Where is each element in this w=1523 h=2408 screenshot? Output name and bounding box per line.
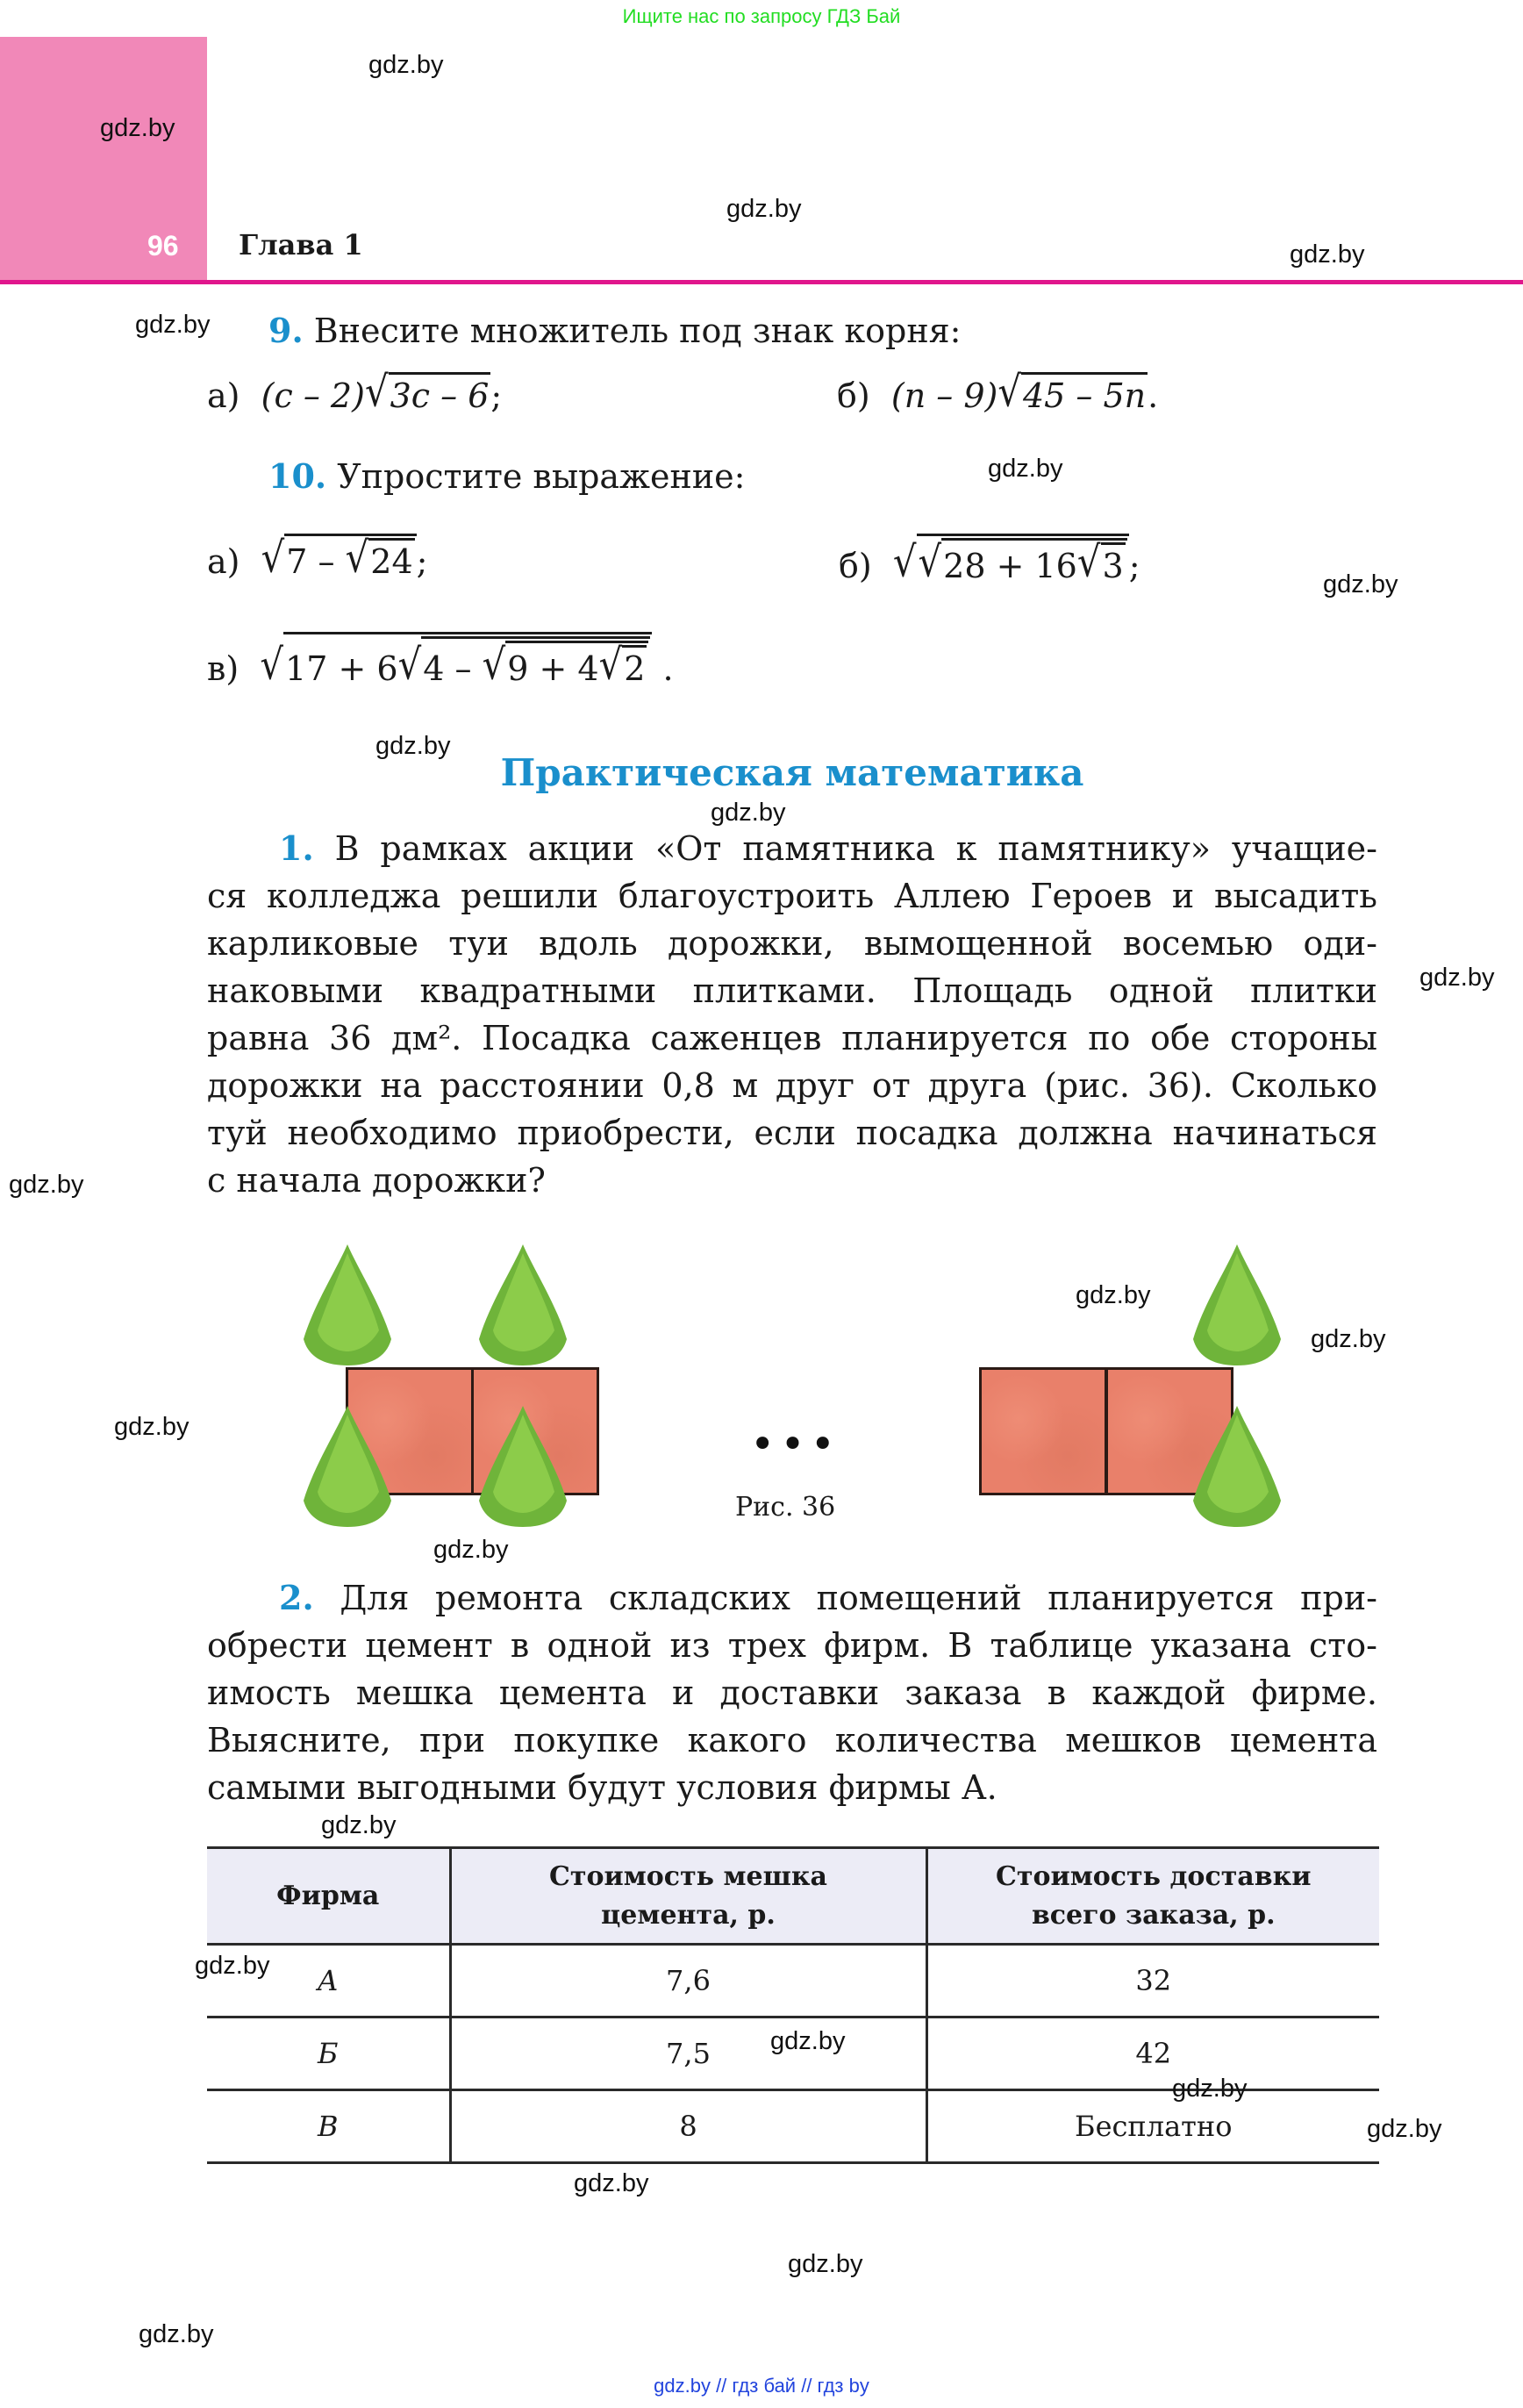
radicand: 3 xyxy=(1101,542,1126,587)
watermark: gdz.by xyxy=(375,732,451,760)
paragraph-line: равна 36 дм². Посадка саженцев планируется по обе стороны xyxy=(207,1019,1377,1057)
section-title: Практическая математика xyxy=(500,751,1084,794)
watermark: gdz.by xyxy=(1323,570,1398,598)
paragraph-line: туй необходимо приобрести, если посадка должна начинаться xyxy=(207,1114,1377,1152)
table-row xyxy=(207,1945,1379,2017)
radicand: 17 + 6 xyxy=(285,649,398,688)
chapter-title: Глава 1 xyxy=(239,228,363,262)
item-label: б) xyxy=(839,547,872,585)
watermark: gdz.by xyxy=(988,455,1063,483)
math-suffix: . xyxy=(662,649,674,688)
table-header-row xyxy=(207,1848,1379,1945)
math-prefix: (n – 9) xyxy=(890,376,998,415)
column-header-delivery xyxy=(926,1848,1379,1945)
header-text: всего заказа, р. xyxy=(1031,1899,1276,1931)
watermark: gdz.by xyxy=(1311,1325,1386,1353)
math-suffix: . xyxy=(1148,376,1159,415)
radical: √28 + 16√3 xyxy=(919,538,1127,587)
radicand: 28 + 16 xyxy=(943,547,1077,585)
task-10a xyxy=(207,534,427,583)
cell-delivery: 32 xyxy=(926,1945,1379,2017)
watermark: gdz.by xyxy=(433,1536,509,1564)
math-suffix: ; xyxy=(416,542,428,581)
math-suffix: ; xyxy=(490,376,503,415)
cell-delivery: Бесплатно xyxy=(926,2090,1379,2163)
task-10-heading xyxy=(268,456,745,498)
practice-task-2 xyxy=(207,1574,1377,1811)
watermark: gdz.by xyxy=(1172,2075,1248,2103)
task-number: 10. xyxy=(268,456,327,496)
thuja-tree-icon xyxy=(1184,1243,1290,1365)
watermark: gdz.by xyxy=(1419,964,1495,992)
watermark: gdz.by xyxy=(139,2320,214,2348)
radicand: 4 – xyxy=(423,649,472,688)
paragraph-line xyxy=(207,1574,1377,1622)
radicand: 3c – 6 xyxy=(390,376,490,415)
watermark: gdz.by xyxy=(1367,2115,1442,2143)
radicand: 7 – xyxy=(286,542,335,581)
radical: √45 – 5n xyxy=(997,366,1147,416)
line-text: В рамках акции «От памятника к памятнику» учащие- xyxy=(334,829,1377,868)
radical: √24 xyxy=(345,532,413,582)
cell-bag-price: 7,6 xyxy=(450,1945,926,2017)
paragraph-line: самыми выгодными будут условия фирмы А. xyxy=(207,1768,997,1807)
paragraph-line: наковыми квадратными плитками. Площадь одной плитки xyxy=(207,971,1377,1010)
task-text: Упростите выражение: xyxy=(337,457,746,496)
header-text: цемента, р. xyxy=(601,1899,776,1931)
header-text: Стоимость мешка xyxy=(549,1860,827,1892)
watermark: gdz.by xyxy=(9,1171,84,1199)
paragraph-line: имость мешка цемента и доставки заказа в каждой фирме. xyxy=(207,1673,1377,1712)
figure-caption: Рис. 36 xyxy=(735,1492,836,1523)
thuja-tree-icon xyxy=(470,1243,576,1365)
watermark: gdz.by xyxy=(321,1811,397,1839)
watermark: gdz.by xyxy=(770,2027,846,2055)
thuja-tree-icon xyxy=(295,1404,400,1527)
task-text: Внесите множитель под знак корня: xyxy=(313,312,962,350)
column-header-firm xyxy=(207,1848,450,1945)
task-number: 2. xyxy=(279,1578,314,1617)
item-label: б) xyxy=(837,376,870,415)
watermark: gdz.by xyxy=(100,114,175,142)
cell-firm: В xyxy=(207,2090,450,2163)
radical: √3 xyxy=(1076,536,1124,586)
paragraph-line: ся колледжа решили благоустроить Аллею Героев и высадить xyxy=(207,877,1377,915)
radical: √9 + 4√2 xyxy=(483,641,649,690)
radicand: 45 – 5n xyxy=(1022,376,1147,415)
task-number: 1. xyxy=(279,828,314,868)
task-10b xyxy=(839,534,1140,587)
line-text: Для ремонта складских помещений планируется при- xyxy=(340,1579,1377,1617)
watermark: gdz.by xyxy=(711,799,786,827)
cell-firm: Б xyxy=(207,2017,450,2090)
task-9a xyxy=(207,366,503,417)
ellipsis: ••• xyxy=(750,1420,840,1469)
task-10c xyxy=(207,632,674,690)
header-text: Стоимость доставки xyxy=(995,1860,1312,1892)
watermark: gdz.by xyxy=(726,195,802,223)
path-tile xyxy=(979,1367,1107,1495)
paragraph-line: Выясните, при покупке какого количества мешков цемента xyxy=(207,1721,1377,1759)
paragraph-line xyxy=(207,825,1377,872)
radicand: 9 + 4 xyxy=(507,649,599,688)
watermark: gdz.by xyxy=(1076,1281,1151,1309)
cement-firms-table xyxy=(207,1846,1379,2164)
math-suffix: ; xyxy=(1128,547,1140,585)
column-header-bag-price xyxy=(450,1848,926,1945)
radical: √√28 + 16√3 xyxy=(893,534,1129,587)
item-label: в) xyxy=(207,649,240,688)
watermark: gdz.by xyxy=(368,51,444,79)
item-label: а) xyxy=(207,542,240,581)
watermark: gdz.by xyxy=(574,2169,649,2197)
cell-delivery: 42 xyxy=(926,2017,1379,2090)
thuja-tree-icon xyxy=(470,1404,576,1527)
watermark: gdz.by xyxy=(135,311,211,339)
top-banner: Ищите нас по запросу ГДЗ Бай xyxy=(622,5,901,27)
watermark: gdz.by xyxy=(1290,240,1365,269)
practice-task-1 xyxy=(207,825,1377,1204)
footer-links[interactable]: gdz.by // гдз бай // гдз by xyxy=(654,2375,869,2397)
header-rule xyxy=(0,280,1523,284)
thuja-tree-icon xyxy=(1184,1404,1290,1527)
radicand: 24 xyxy=(368,538,414,583)
math-prefix: (c – 2) xyxy=(261,376,365,415)
paragraph-line: обрести цемент в одной из трех фирм. В таблице указана сто- xyxy=(207,1626,1377,1665)
task-9-heading xyxy=(268,311,961,352)
cell-bag-price: 8 xyxy=(450,2090,926,2163)
cell-firm: А xyxy=(207,1945,450,2017)
task-9b xyxy=(837,366,1159,417)
watermark: gdz.by xyxy=(788,2250,863,2278)
radical: √17 + 6√4 – √9 + 4√2 xyxy=(260,632,652,690)
watermark: gdz.by xyxy=(114,1413,189,1441)
radicand: 2 xyxy=(622,645,647,690)
paragraph-line: дорожки на расстоянии 0,8 м друг от друга (рис. 36). Сколько xyxy=(207,1066,1377,1105)
radical: √4 – √9 + 4√2 xyxy=(398,636,651,690)
thuja-tree-icon xyxy=(295,1243,400,1365)
radical: √7 – √24 xyxy=(261,534,417,583)
radical: √3c – 6 xyxy=(364,366,490,416)
paragraph-line: с начала дорожки? xyxy=(207,1161,546,1200)
page-number: 96 xyxy=(147,230,179,262)
cell-bag-price: 7,5 xyxy=(450,2017,926,2090)
header-text: Фирма xyxy=(276,1880,380,1911)
item-label: а) xyxy=(207,376,240,415)
radical: √2 xyxy=(598,639,646,689)
paragraph-line: карликовые туи вдоль дорожки, вымощенной восемью оди- xyxy=(207,924,1377,963)
task-number: 9. xyxy=(268,311,304,350)
watermark: gdz.by xyxy=(195,1952,270,1980)
